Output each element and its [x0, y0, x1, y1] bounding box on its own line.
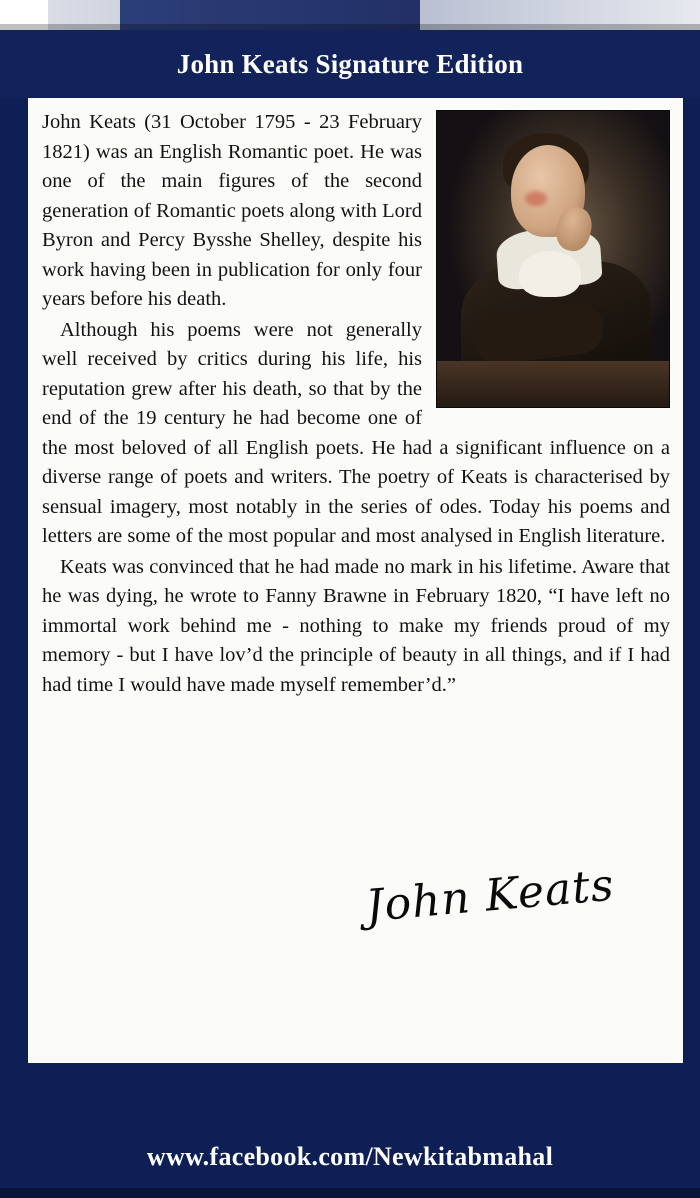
- publisher-facebook-url: www.facebook.com/Newkitabmahal: [146, 1142, 554, 1171]
- blurb-paragraph-2: Although his poems were not generally well received by critics during his life, his reputation grew after his death, so that by the end of the 19 century he had become one of the most beloved of all English poets. He had a significant influence on a diverse range of poets and writers. The poetry of Keats is characterised by sensual imagery, most notably in the series of odes. Today his poems and letters are some of the most popular and most analysed in English literature.: [42, 318, 670, 547]
- portrait-cheek: [525, 191, 547, 206]
- blurb-paragraph-3: Keats was convinced that he had made no mark in his lifetime. Aware that he was dying, he wrote to Fanny Brawne in February 1820, “I have left no immortal work behind me - nothing to make my friends proud of my memory - but I have lov’d the principle of beauty in all things, and if I had had time I would have made myself remember’d.”: [42, 555, 670, 696]
- cover-top-edge: [0, 0, 700, 30]
- page-title: John Keats Signature Edition: [176, 49, 524, 79]
- author-signature: John Keats: [363, 859, 617, 933]
- header-band: [0, 30, 700, 98]
- portrait-table-edge: [437, 361, 669, 407]
- footer-band: [0, 1063, 700, 1198]
- blurb-text: [42, 108, 670, 701]
- john-keats-portrait: [436, 110, 670, 408]
- blurb-paragraph-1: John Keats (31 October 1795 - 23 February 1821) was an English Romantic poet. He was one of the main figures of the second generation of Romantic poets along with Lord Byron and Percy Bysshe Shelley, despite his work having been in publication for only four years before his death.: [42, 111, 422, 310]
- portrait-cravat: [519, 251, 581, 297]
- blurb-panel: [28, 98, 683, 1063]
- cover-bottom-edge: [0, 1188, 700, 1198]
